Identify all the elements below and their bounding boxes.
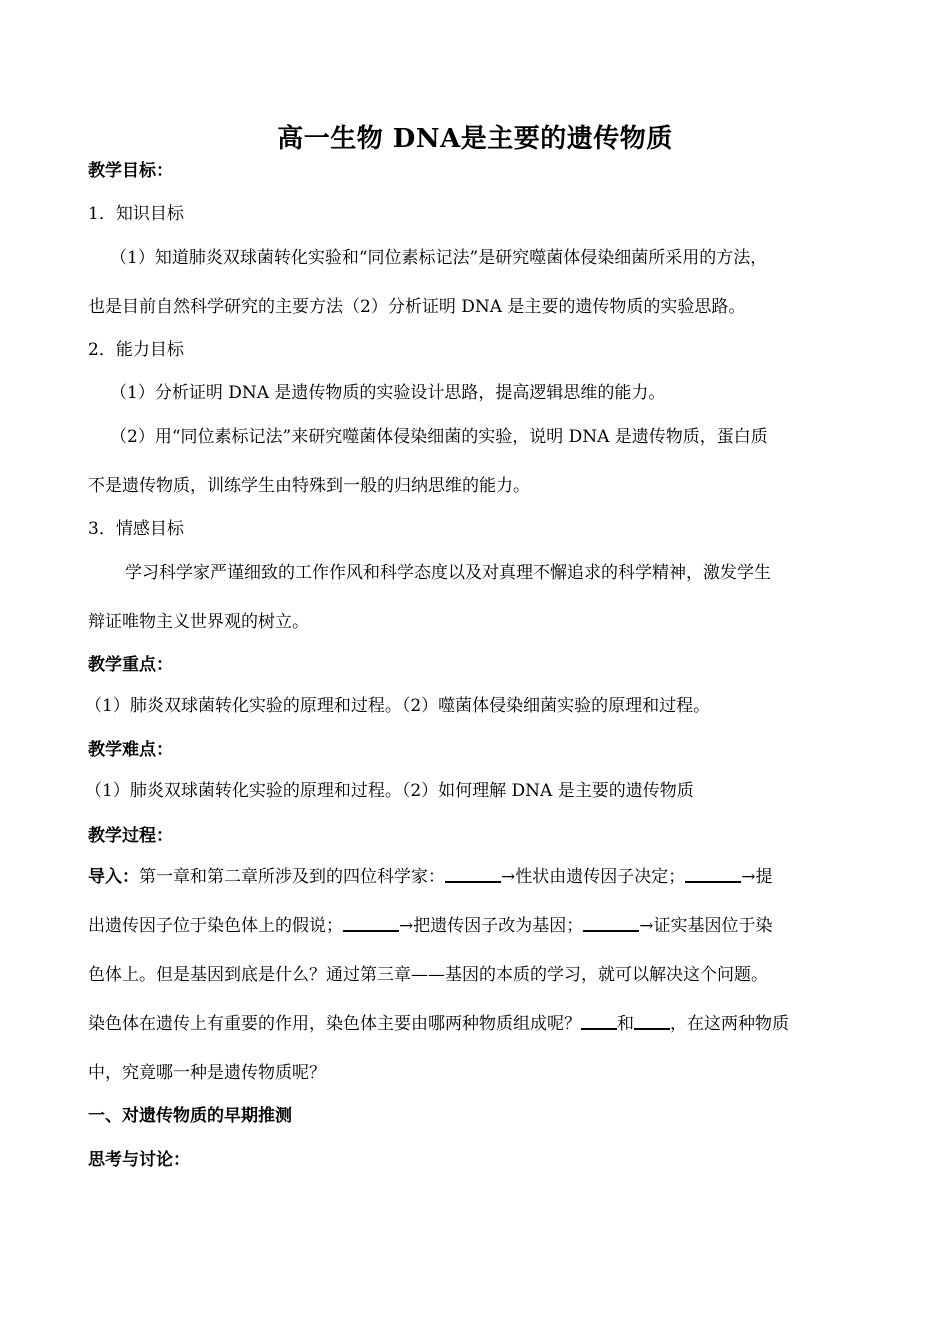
- intro-line-4: [88, 1009, 868, 1034]
- fill-blank-scientist-1[interactable]: [445, 865, 501, 883]
- intro-line1-text-a: 第一章和第二章所涉及到的四位科学家：: [139, 867, 445, 887]
- section1-heading: 一、对遗传物质的早期推测: [88, 1106, 292, 1126]
- intro-label: 导入：: [88, 867, 139, 887]
- difficulties-text: （1）肺炎双球菌转化实验的原理和过程。（2）如何理解 DNA 是主要的遗传物质: [85, 781, 694, 801]
- emotion-paragraph-line1: 学习科学家严谨细致的工作作风和科学态度以及对真理不懈追求的科学精神，激发学生: [125, 563, 771, 583]
- objectives-heading: 教学目标：: [88, 161, 173, 181]
- intro-line2-text-c: →证实基因位于染: [639, 916, 773, 936]
- fill-blank-scientist-2[interactable]: [685, 865, 741, 883]
- knowledge-paragraph-line2: 也是目前自然科学研究的主要方法（2）分析证明 DNA 是主要的遗传物质的实验思路。: [88, 297, 746, 317]
- fill-blank-substance-1[interactable]: [581, 1012, 617, 1030]
- intro-line1-text-c: →提: [741, 867, 773, 887]
- fill-blank-substance-2[interactable]: [634, 1012, 670, 1030]
- discussion-heading: 思考与讨论：: [88, 1150, 190, 1170]
- key-points-heading: 教学重点：: [88, 655, 173, 675]
- intro-line2-text-b: →把遗传因子改为基因；: [399, 916, 584, 936]
- intro-line4-text-b: 和: [617, 1014, 634, 1034]
- fill-blank-scientist-3[interactable]: [343, 914, 399, 932]
- intro-line-3: 色体上。但是基因到底是什么？通过第三章——基因的本质的学习，就可以解决这个问题。: [88, 965, 768, 985]
- intro-line-2: [88, 911, 868, 936]
- ability-heading: 2．能力目标: [88, 340, 184, 360]
- fill-blank-scientist-4[interactable]: [583, 914, 639, 932]
- difficulties-heading: 教学难点：: [88, 740, 173, 760]
- intro-line-1: [88, 862, 868, 887]
- intro-line2-text-a: 出遗传因子位于染色体上的假说；: [88, 916, 343, 936]
- ability-paragraph-1: （1）分析证明 DNA 是遗传物质的实验设计思路，提高逻辑思维的能力。: [110, 383, 666, 403]
- intro-line4-text-c: ，在这两种物质: [670, 1014, 789, 1034]
- emotion-paragraph-line2: 辩证唯物主义世界观的树立。: [88, 612, 309, 632]
- knowledge-paragraph-line1: （1）知道肺炎双球菌转化实验和“同位素标记法”是研究噬菌体侵染细菌所采用的方法，: [110, 248, 768, 268]
- process-heading: 教学过程：: [88, 826, 173, 846]
- ability-paragraph-2-line2: 不是遗传物质，训练学生由特殊到一般的归纳思维的能力。: [88, 476, 530, 496]
- intro-line4-text-a: 染色体在遗传上有重要的作用，染色体主要由哪两种物质组成呢？: [88, 1014, 581, 1034]
- intro-line1-text-b: →性状由遗传因子决定；: [501, 867, 686, 887]
- ability-paragraph-2-line1: （2）用“同位素标记法”来研究噬菌体侵染细菌的实验，说明 DNA 是遗传物质，蛋白质: [110, 427, 768, 447]
- intro-line-5: 中，究竟哪一种是遗传物质呢？: [88, 1063, 326, 1083]
- document-title: 高一生物 DNA是主要的遗传物质: [277, 124, 673, 154]
- emotion-heading: 3．情感目标: [88, 519, 184, 539]
- knowledge-heading: 1．知识目标: [88, 204, 184, 224]
- key-points-text: （1）肺炎双球菌转化实验的原理和过程。（2）噬菌体侵染细菌实验的原理和过程。: [85, 696, 711, 716]
